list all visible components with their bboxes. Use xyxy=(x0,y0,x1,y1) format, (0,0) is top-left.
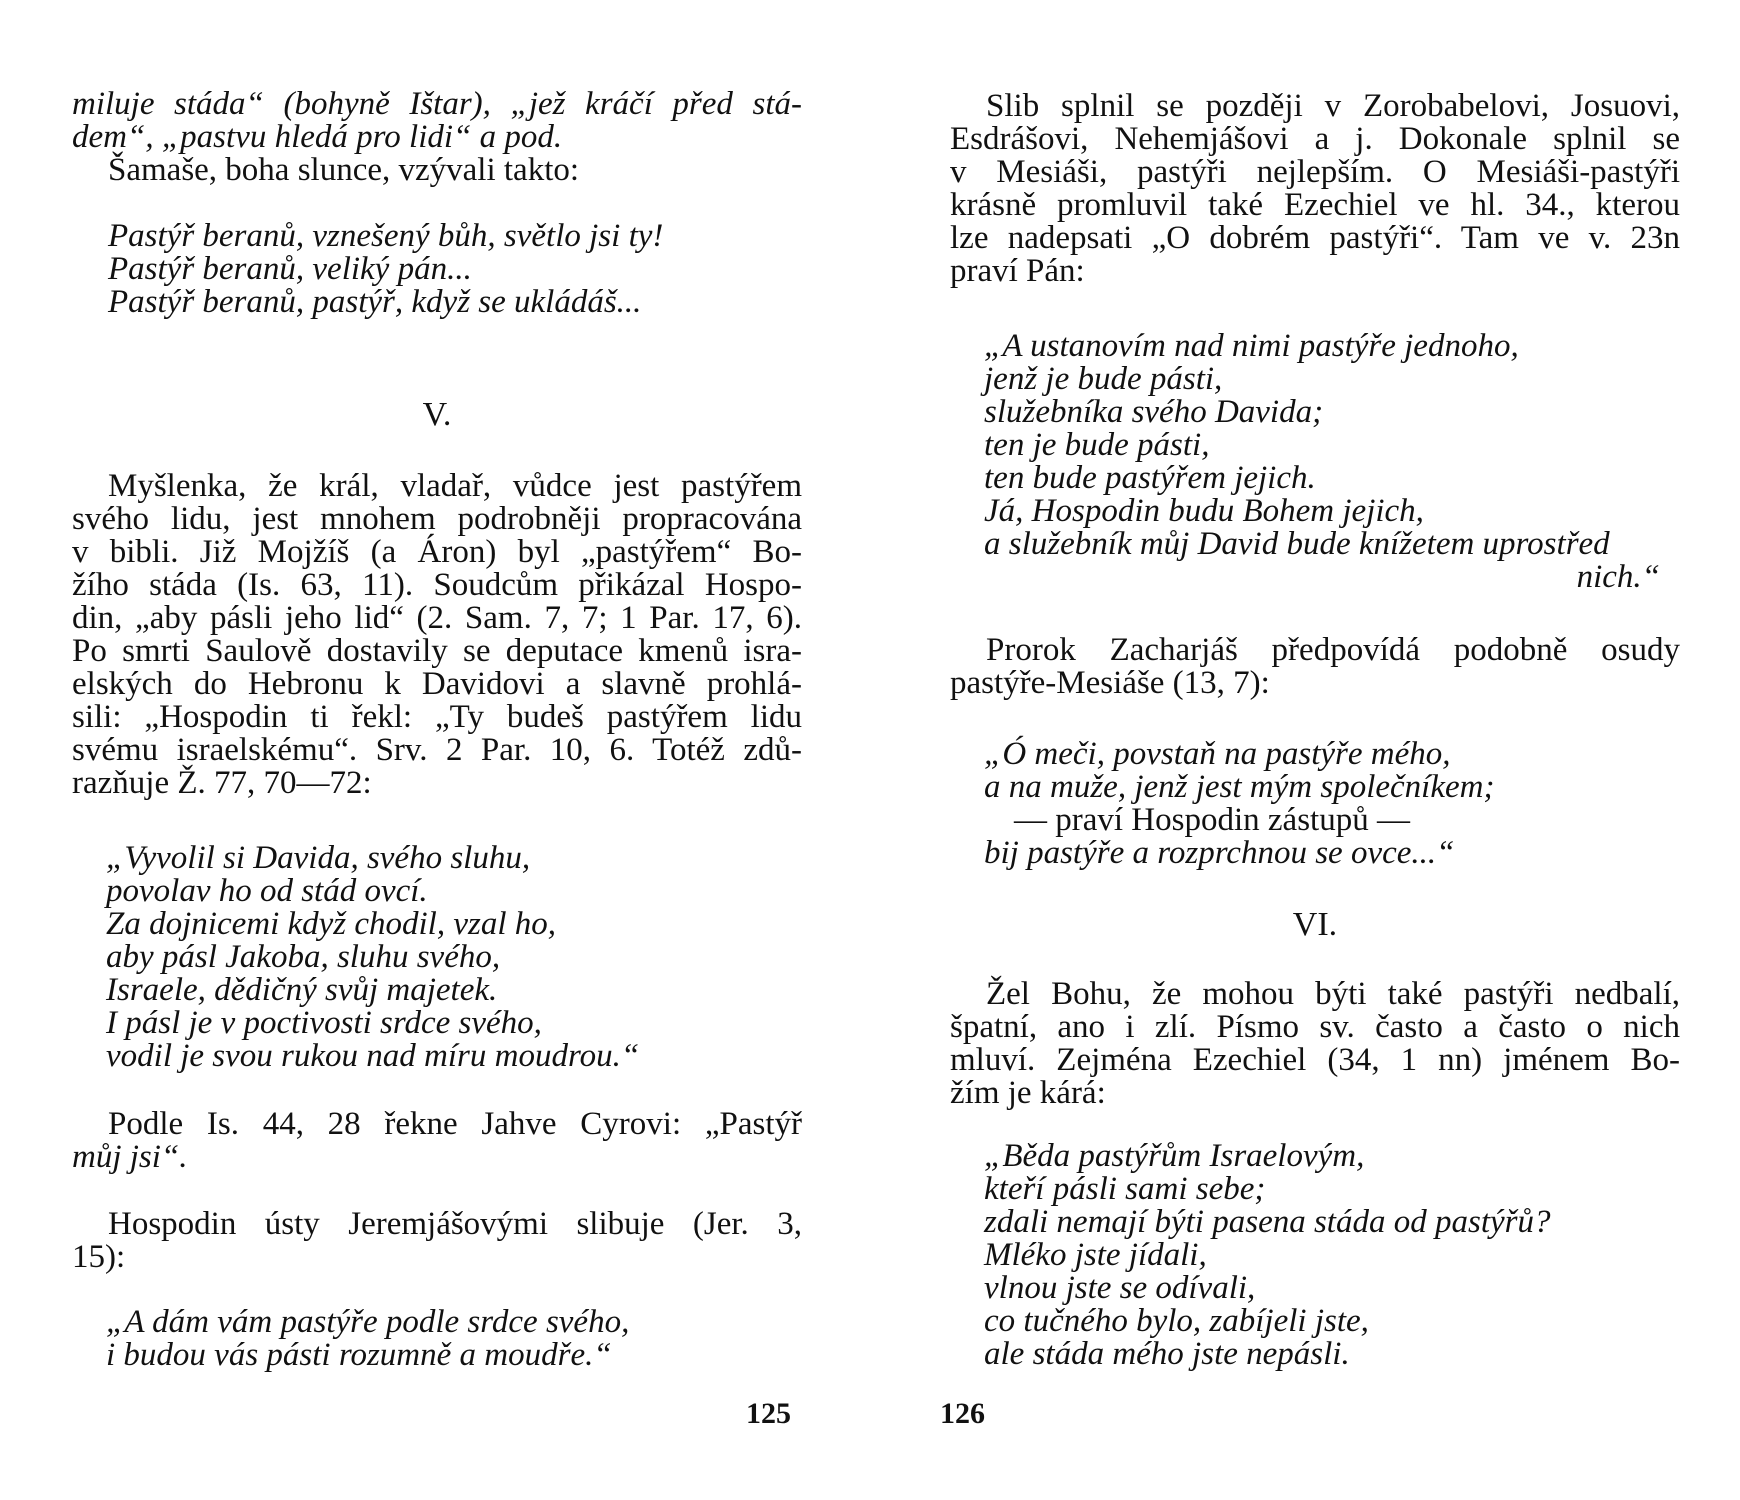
hymn-quote xyxy=(72,220,802,319)
text-line: dem“, „pastvu hledá pro lidi“ a pod. xyxy=(72,119,563,155)
text-line: Podle Is. 44, 28 řekne Jahve Cyrovi: „Pastýř xyxy=(108,1106,802,1142)
verse-aside: — praví Hospodin zástupů — xyxy=(1014,802,1410,838)
section-heading: V. xyxy=(422,396,452,433)
verse-line: zdali nemají býti pasena stáda od pastýřů? xyxy=(984,1204,1551,1240)
jeremiah-quote xyxy=(72,1306,802,1372)
verse-line: „Ó meči, povstaň na pastýře mého, xyxy=(984,736,1451,772)
text-line: din, „aby pásli jeho lid“ (2. Sam. 7, 7; 1 Par. 17, 6). xyxy=(72,600,802,636)
verse-line: a na muže, jenž jest mým společníkem; xyxy=(984,769,1495,805)
text-line: v Mesiáši, pastýři nejlepším. O Mesiáši-pastýři xyxy=(950,154,1680,190)
woe-quote xyxy=(950,1140,1680,1371)
page-number: 126 xyxy=(940,1397,985,1430)
text-line: Šamaše, boha slunce, vzývali takto: xyxy=(108,152,580,188)
paragraph xyxy=(950,634,1680,700)
verse-line: Israele, dědičný svůj majetek. xyxy=(106,972,498,1008)
verse-line: I pásl je v poctivosti srdce svého, xyxy=(106,1005,542,1041)
verse-line: povolav ho od stád ovcí. xyxy=(106,873,428,909)
text-line: svému israelskému“. Srv. 2 Par. 10, 6. Totéž zdů- xyxy=(72,732,802,768)
verse-line: bij pastýře a rozprchnou se ovce...“ xyxy=(984,835,1455,871)
verse-line: jenž je bude pásti, xyxy=(984,361,1223,397)
paragraph xyxy=(950,90,1680,288)
verse-line: „Vyvolil si Davida, svého sluhu, xyxy=(106,840,531,876)
text-line: krásně promluvil také Ezechiel ve hl. 34., kterou xyxy=(950,187,1680,223)
verse-line: služebníka svého Davida; xyxy=(984,394,1324,430)
verse-line: ale stáda mého jste nepásli. xyxy=(984,1336,1350,1372)
text-line: Po smrti Saulově dostavily se deputace kmenů isra- xyxy=(72,633,802,669)
text-line: svého lidu, jest mnohem podrobněji propracována xyxy=(72,501,802,537)
text-line: můj jsi“. xyxy=(72,1139,188,1175)
verse-line: kteří pásli sami sebe; xyxy=(984,1171,1266,1207)
verse-line: Pastýř beranů, veliký pán... xyxy=(108,251,472,287)
paragraph xyxy=(950,978,1680,1110)
text-line: razňuje Ž. 77, 70—72: xyxy=(72,765,372,801)
verse-line: aby pásl Jakoba, sluhu svého, xyxy=(106,939,501,975)
section-heading: VI. xyxy=(1292,906,1338,943)
verse-line: i budou vás pásti rozumně a moudře.“ xyxy=(106,1337,612,1373)
verse-line: a služebník můj David bude knížetem uprostřed xyxy=(984,526,1610,562)
text-line: Myšlenka, že král, vladař, vůdce jest pastýřem xyxy=(108,468,802,504)
text-line: elských do Hebronu k Davidovi a slavně prohlá- xyxy=(72,666,802,702)
paragraph xyxy=(72,470,802,800)
text-line: žího stáda (Is. 63, 11). Soudcům přikázal Hospo- xyxy=(72,567,802,603)
verse-line: „A dám vám pastýře podle srdce svého, xyxy=(106,1304,630,1340)
verse-line: co tučného bylo, zabíjeli jste, xyxy=(984,1303,1369,1339)
paragraph xyxy=(72,1108,802,1174)
zechariah-quote xyxy=(950,738,1680,870)
psalm-quote xyxy=(72,842,802,1073)
verse-line: Pastýř beranů, vznešený bůh, světlo jsi ty! xyxy=(108,218,664,254)
text-line: Prorok Zacharjáš předpovídá podobně osudy xyxy=(986,632,1680,668)
text-line: v bibli. Již Mojžíš (a Áron) byl „pastýřem“ Bo- xyxy=(72,534,802,570)
text-line: špatní, ano i zlí. Písmo sv. často a často o nich xyxy=(950,1009,1680,1045)
text-line: mluví. Zejména Ezechiel (34, 1 nn) jménem Bo- xyxy=(950,1042,1680,1078)
text-line: Esdrášovi, Nehemjášovi a j. Dokonale splnil se xyxy=(950,121,1680,157)
text-line: miluje stáda“ (bohyně Ištar), „jež kráčí před stá- xyxy=(72,86,802,122)
verse-line: vlnou jste se odívali, xyxy=(984,1270,1256,1306)
verse-line: Mléko jste jídali, xyxy=(984,1237,1207,1273)
text-line: sili: „Hospodin ti řekl: „Ty budeš pastýřem lidu xyxy=(72,699,802,735)
verse-line: Za dojnicemi když chodil, vzal ho, xyxy=(106,906,557,942)
right-page xyxy=(940,0,1680,1500)
intro-block xyxy=(72,88,802,187)
verse-line: Pastýř beranů, pastýř, když se ukládáš... xyxy=(108,284,642,320)
verse-line: „Běda pastýřům Israelovým, xyxy=(984,1138,1365,1174)
verse-line: „A ustanovím nad nimi pastýře jednoho, xyxy=(984,328,1519,364)
text-line: pastýře-Mesiáše (13, 7): xyxy=(950,665,1270,701)
text-line: žím je kárá: xyxy=(950,1075,1106,1111)
text-line: Slib splnil se později v Zorobabelovi, Josuovi, xyxy=(986,88,1680,124)
text-line: 15): xyxy=(72,1239,126,1275)
text-line: Žel Bohu, že mohou býti také pastýři nedbalí, xyxy=(986,976,1680,1012)
ezekiel-quote xyxy=(950,330,1680,594)
verse-line: ten bude pastýřem jejich. xyxy=(984,460,1316,496)
text-line: praví Pán: xyxy=(950,253,1085,289)
paragraph xyxy=(72,1208,802,1274)
verse-line: vodil je svou rukou nad míru moudrou.“ xyxy=(106,1038,640,1074)
left-page xyxy=(72,0,802,1500)
verse-line: nich.“ xyxy=(1576,559,1660,595)
text-line: lze nadepsati „O dobrém pastýři“. Tam ve v. 23n xyxy=(950,220,1680,256)
text-line: Hospodin ústy Jeremjášovými slibuje (Jer. 3, xyxy=(108,1206,802,1242)
page-number: 125 xyxy=(746,1397,791,1430)
verse-line: ten je bude pásti, xyxy=(984,427,1210,463)
verse-line: Já, Hospodin budu Bohem jejich, xyxy=(984,493,1424,529)
